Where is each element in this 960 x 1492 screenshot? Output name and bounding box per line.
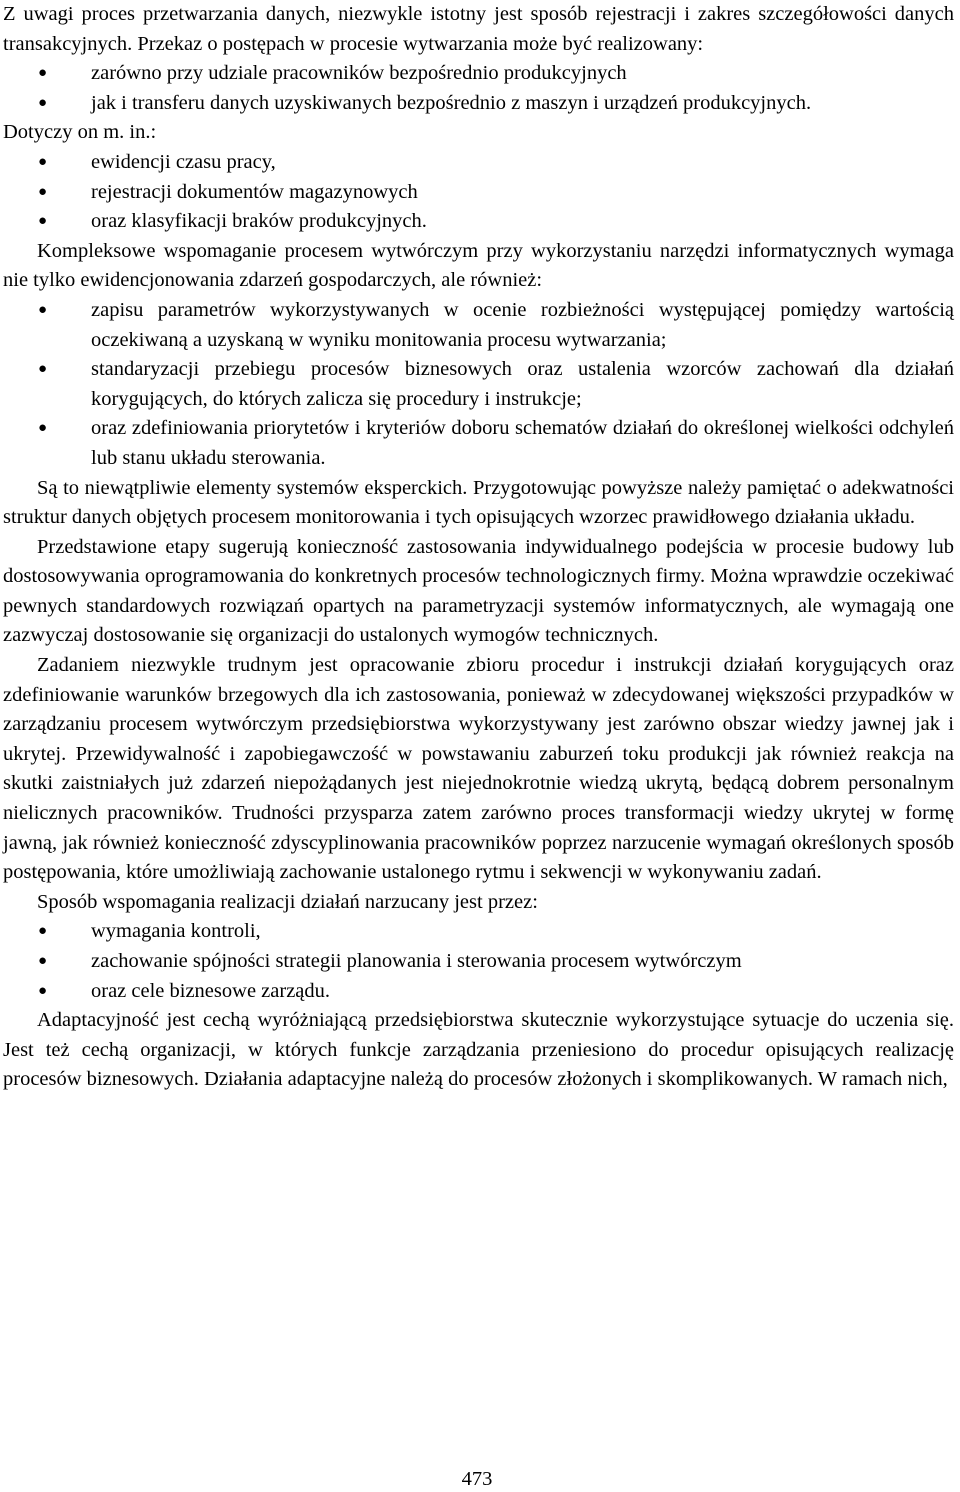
list-item [3, 414, 954, 473]
bullet-icon: ● [38, 183, 48, 200]
bullet-icon: ● [38, 923, 48, 940]
paragraph-sa: Są to niewątpliwie elementy systemów eksperckich. Przygotowując powyższe należy pamiętać o adekwatności struktur danych objętych procesem monitorowania i tych opisujących wzorzec prawidłowego działania układu. [3, 476, 954, 529]
list-item-text: zachowanie spójności strategii planowania i sterowania procesem wytwórczym [91, 950, 742, 972]
paragraph-intro: Z uwagi proces przetwarzania danych, niezwykle istotny jest sposób rejestracji i zakres szczegółowości danych transakcyjnych. Przekaz o postępach w procesie wytwarzania może być realizowany: [3, 3, 954, 55]
bullet-icon: ● [38, 94, 48, 111]
paragraph-zadaniem: Zadaniem niezwykle trudnym jest opracowanie zbioru procedur i instrukcji działań korygujących oraz zdefiniowanie warunków brzegowych dla ich zastosowania, ponieważ w zdecydowanej większości przypadków w zarządzaniu procesem wytwórczym przedsiębiorstwa wykorzystywany jest zarówno obszar wiedzy jawnej jak i ukrytej. Przewidywalność i zapobiegawczość w powstawaniu zaburzeń toku produkcji jak również reakcja na skutki zaistniałych już zdarzeń niepożądanych jest niejednokrotnie wiedzą ukrytą, będącą dobrem personalnym nielicznych pracowników. Trudności przysparza zatem zarówno proces transformacji wiedzy ukrytej w formę jawną, jak również konieczność zdyscyplinowania pracowników poprzez narzucenie wymagań określonych sposób postępowania, które umożliwiają zachowanie ustalonego rytmu i sekwencji w wykonywaniu zadań. [3, 654, 954, 884]
paragraph-przedstawione: Przedstawione etapy sugerują konieczność zastosowania indywidualnego podejścia w procesie budowy lub dostosowywania oprogramowania do konkretnych procesów technologicznych firmy. Można wprawdzie oczekiwać pewnych standardowych rozwiązań opartych na parametryzacji systemów informatycznych, ale wymagają one zazwyczaj dostosowanie się organizacji do ustalonych wymogów technicznych. [3, 535, 954, 647]
list-item [3, 977, 954, 1007]
paragraph-dotyczy: Dotyczy on m. in.: [3, 121, 157, 144]
list-item-text: zapisu parametrów wykorzystywanych w ocenie rozbieżności występującej pomiędzy wartością oczekiwaną a uzyskaną w wyniku monitowania procesu wytwarzania; [91, 298, 954, 351]
list-item [3, 355, 954, 414]
list-item-text: zarówno przy udziale pracowników bezpośrednio produkcyjnych [91, 62, 627, 85]
list-item [3, 947, 954, 977]
list-item [3, 59, 954, 89]
list-item [3, 89, 954, 119]
document-page [3, 0, 954, 1095]
list-dotyczy [3, 148, 954, 237]
list-item-text: wymagania kontroli, [91, 920, 261, 943]
paragraph-sposob: Sposób wspomagania realizacji działań narzucany jest przez: [37, 890, 538, 913]
bullet-icon: ● [38, 420, 48, 437]
bullet-icon: ● [38, 301, 48, 318]
bullet-icon: ● [38, 153, 48, 170]
list-item [3, 178, 954, 208]
bullet-icon: ● [38, 213, 48, 230]
list-item-text: oraz klasyfikacji braków produkcyjnych. [91, 210, 427, 233]
paragraph-kompleksowe: Kompleksowe wspomaganie procesem wytwórczym przy wykorzystaniu narzędzi informatycznych wymaga nie tylko ewidencjonowania zdarzeń gospodarczych, ale również: [3, 239, 954, 292]
list-item [3, 917, 954, 947]
paragraph-adaptacyjnosc: Adaptacyjność jest cechą wyróżniającą przedsiębiorstwa skutecznie wykorzystujące sytuacje do uczenia się. Jest też cechą organizacji, w których funkcje zarządzania przeniesiono do procedur opisujących realizację procesów biznesowych. Działania adaptacyjne należą do procesów złożonych i skomplikowanych. W ramach nich, [3, 1009, 954, 1091]
bullet-icon: ● [38, 361, 48, 378]
list-sposob [3, 917, 954, 1006]
list-item [3, 148, 954, 178]
list-kompleksowe [3, 296, 954, 474]
list-item [3, 296, 954, 355]
list-item-text: oraz zdefiniowania priorytetów i kryteriów doboru schematów działań do określonej wielkości odchyleń lub stanu układu sterowania. [91, 417, 954, 469]
bullet-icon: ● [38, 65, 48, 82]
list-item [3, 207, 954, 237]
bullet-icon: ● [38, 982, 48, 999]
list-item-text: rejestracji dokumentów magazynowych [91, 180, 418, 203]
list-item-text: ewidencji czasu pracy, [91, 150, 276, 173]
list-item-text: jak i transferu danych uzyskiwanych bezpośrednio z maszyn i urządzeń produkcyjnych. [91, 91, 812, 114]
list-item-text: standaryzacji przebiegu procesów biznesowych oraz ustalenia wzorców zachowań dla działań korygujących, do których zalicza się procedury i instrukcje; [91, 358, 954, 410]
page-number: 473 [461, 1468, 493, 1490]
bullet-icon: ● [38, 953, 48, 969]
list-item-text: oraz cele biznesowe zarządu. [91, 979, 331, 1002]
list-przekaz [3, 59, 954, 118]
